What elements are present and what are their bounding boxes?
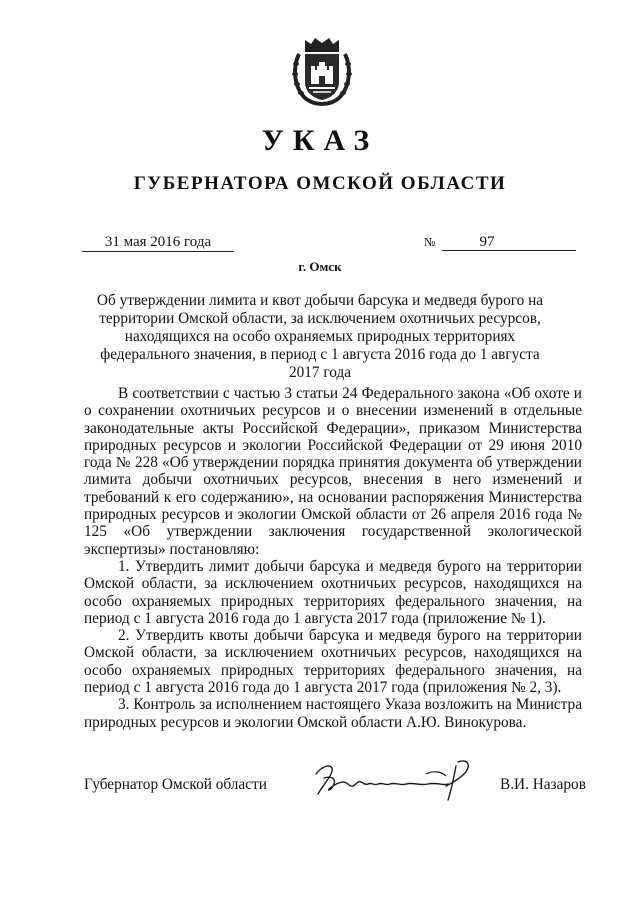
number-sign: №: [424, 235, 436, 249]
coat-of-arms-icon: [291, 36, 353, 106]
handwritten-signature-icon: [308, 756, 478, 802]
document-type-title: УКАЗ: [261, 124, 379, 157]
decree-item-2: 2. Утвердить квоты добычи барсука и медведя бурого на территории Омской области, за исключением охотничьих ресурсов, находящихся на особо охраняемых природных территориях федерального значения, на период с 1 августа 2016 года до 1 августа 2017 года (приложения № 2, 3).: [84, 627, 582, 697]
document-date: 31 мая 2016 года: [82, 234, 234, 252]
document-number: 97: [479, 234, 495, 250]
document-body: [84, 385, 582, 731]
document-city: г. Омск: [298, 259, 342, 274]
document-number-field: [424, 234, 576, 251]
decree-item-1: 1. Утвердить лимит добычи барсука и медведя бурого на территории Омской области, за исключением охотничьих ресурсов, находящихся на особо охраняемых природных территориях федерального значения, на период с 1 августа 2016 года до 1 августа 2017 года (приложение № 1).: [84, 557, 582, 627]
issuer-title: ГУБЕРНАТОРА ОМСКОЙ ОБЛАСТИ: [133, 173, 507, 194]
signatory-name: В.И. Назаров: [500, 776, 586, 793]
decree-item-3: 3. Контроль за исполнением настоящего Указа возложить на Министра природных ресурсов и экологии Омской области А.Ю. Винокурова.: [84, 696, 582, 731]
document-subject: Об утверждении лимита и квот добычи барсука и медведя бурого на территории Омской области, за исключением охотничьих ресурсов, находящихся на особо охраняемых природных территориях федерального значения, в период с 1 августа 2016 года до 1 августа 2017 года: [96, 292, 544, 381]
signatory-position: Губернатор Омской области: [84, 776, 267, 793]
preamble-paragraph: В соответствии с частью 3 статьи 24 Федерального закона «Об охоте и о сохранении охотничьих ресурсов и о внесении изменений в отдельные законодательные акты Российской Федерации», приказом Министерства природных ресурсов и экологии Российской Федерации от 29 июня 2010 года № 228 «Об утверждении порядка принятия документа об утверждении лимита добычи охотничьих ресурсов, внесения в него изменений и требований к его содержанию», на основании распоряжения Министерства природных ресурсов и экологии Омской области от 26 апреля 2016 года № 125 «Об утверждении заключения государственной экологической экспертизы» постановляю:: [84, 385, 582, 558]
